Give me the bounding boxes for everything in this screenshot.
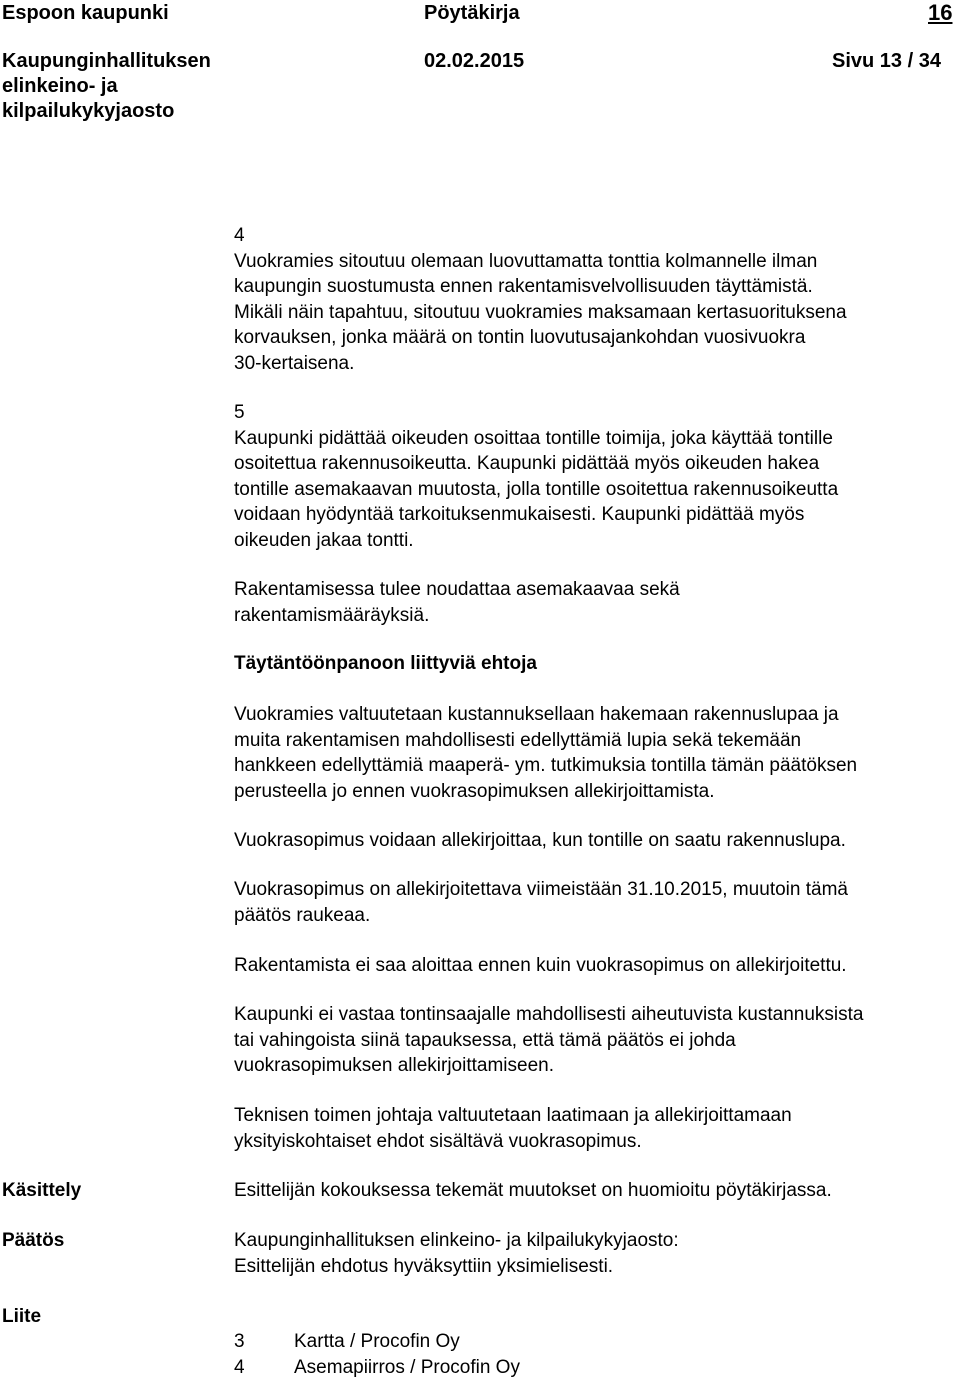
paragraph-technical-director	[234, 1103, 960, 1154]
text-line: Kaupunginhallituksen elinkeino- ja kilpailukykyjaosto:	[234, 1228, 960, 1254]
attachment-list	[234, 1329, 960, 1380]
text-line: osoitettua rakennusoikeutta. Kaupunki pidättää myös oikeuden hakea	[234, 451, 960, 477]
attachment-item	[234, 1329, 960, 1355]
text-line: 30-kertaisena.	[234, 351, 960, 377]
text-line: korvauksen, jonka määrä on tontin luovutusajankohdan vuosivuokra	[234, 325, 960, 351]
paragraph-authorization	[234, 702, 960, 804]
text-line: tai vahingoista siinä tapauksessa, että tämä päätös ei johda	[234, 1028, 960, 1054]
kasittely-text: Esittelijän kokouksessa tekemät muutokset on huomioitu pöytäkirjassa.	[234, 1178, 960, 1204]
text-line: Vuokrasopimus on allekirjoitettava viimeistään 31.10.2015, muutoin tämä	[234, 877, 960, 903]
page-number: 16	[928, 0, 952, 25]
meeting-date: 02.02.2015	[424, 49, 524, 74]
section-heading: Täytäntöönpanoon liittyviä ehtoja	[234, 651, 960, 677]
section-5	[234, 400, 960, 553]
text-line: kaupungin suostumusta ennen rakentamisvelvollisuuden täyttämistä.	[234, 274, 960, 300]
paragraph-building-regulations	[234, 577, 960, 628]
paragraph-liability	[234, 1002, 960, 1079]
paragraph-signing	[234, 828, 960, 854]
text-line: Vuokrasopimus voidaan allekirjoittaa, kun tontille on saatu rakennuslupa.	[234, 828, 960, 854]
text-line: tontille asemakaavan muutosta, jolla tontille osoitettua rakennusoikeutta	[234, 477, 960, 503]
text-line: rakentamismääräyksiä.	[234, 603, 960, 629]
meeting-body-line: elinkeino- ja	[2, 74, 211, 99]
text-line: Rakentamista ei saa aloittaa ennen kuin vuokrasopimus on allekirjoitettu.	[234, 953, 960, 979]
document-type: Pöytäkirja	[424, 1, 520, 26]
text-line: Vuokramies sitoutuu olemaan luovuttamatta tonttia kolmannelle ilman	[234, 249, 960, 275]
paragraph-construction-start	[234, 953, 960, 979]
text-line: muita rakentamisen mahdollisesti edellyttämiä lupia sekä tekemään	[234, 728, 960, 754]
text-line: yksityiskohtaiset ehdot sisältävä vuokrasopimus.	[234, 1129, 960, 1155]
paatos-text	[234, 1228, 960, 1279]
section-number: 5	[234, 400, 960, 426]
page-of-total: Sivu 13 / 34	[832, 49, 941, 74]
text-line: oikeuden jakaa tontti.	[234, 528, 960, 554]
attachment-number: 4	[234, 1355, 294, 1380]
attachment-title: Kartta / Procofin Oy	[294, 1331, 460, 1352]
text-line: hankkeen edellyttämiä maaperä- ym. tutkimuksia tontilla tämän päätöksen	[234, 753, 960, 779]
paragraph-deadline	[234, 877, 960, 928]
meeting-body-line: Kaupunginhallituksen	[2, 49, 211, 74]
text-line: Rakentamisessa tulee noudattaa asemakaavaa sekä	[234, 577, 960, 603]
text-line: Mikäli näin tapahtuu, sitoutuu vuokramies maksamaan kertasuorituksena	[234, 300, 960, 326]
text-line: Kaupunki pidättää oikeuden osoittaa tontille toimija, joka käyttää tontille	[234, 426, 960, 452]
attachment-item	[234, 1355, 960, 1380]
meeting-body-line: kilpailukykyjaosto	[2, 99, 211, 124]
text-line: Vuokramies valtuutetaan kustannuksellaan hakemaan rakennuslupaa ja	[234, 702, 960, 728]
meeting-body	[2, 49, 211, 124]
text-line: voidaan hyödyntää tarkoituksenmukaisesti. Kaupunki pidättää myös	[234, 502, 960, 528]
text-line: vuokrasopimuksen allekirjoittamiseen.	[234, 1053, 960, 1079]
section-number: 4	[234, 223, 960, 249]
text-line: Teknisen toimen johtaja valtuutetaan laatimaan ja allekirjoittamaan	[234, 1103, 960, 1129]
text-line: Esittelijän ehdotus hyväksyttiin yksimielisesti.	[234, 1254, 960, 1280]
attachment-title: Asemapiirros / Procofin Oy	[294, 1357, 520, 1378]
section-4	[234, 223, 960, 376]
liite-label: Liite	[2, 1304, 41, 1330]
attachment-number: 3	[234, 1329, 294, 1355]
kasittely-label: Käsittely	[2, 1178, 81, 1204]
text-line: päätös raukeaa.	[234, 903, 960, 929]
organization-name: Espoon kaupunki	[2, 1, 169, 26]
text-line: Kaupunki ei vastaa tontinsaajalle mahdollisesti aiheutuvista kustannuksista	[234, 1002, 960, 1028]
paatos-label: Päätös	[2, 1228, 64, 1254]
text-line: perusteella jo ennen vuokrasopimuksen allekirjoittamista.	[234, 779, 960, 805]
